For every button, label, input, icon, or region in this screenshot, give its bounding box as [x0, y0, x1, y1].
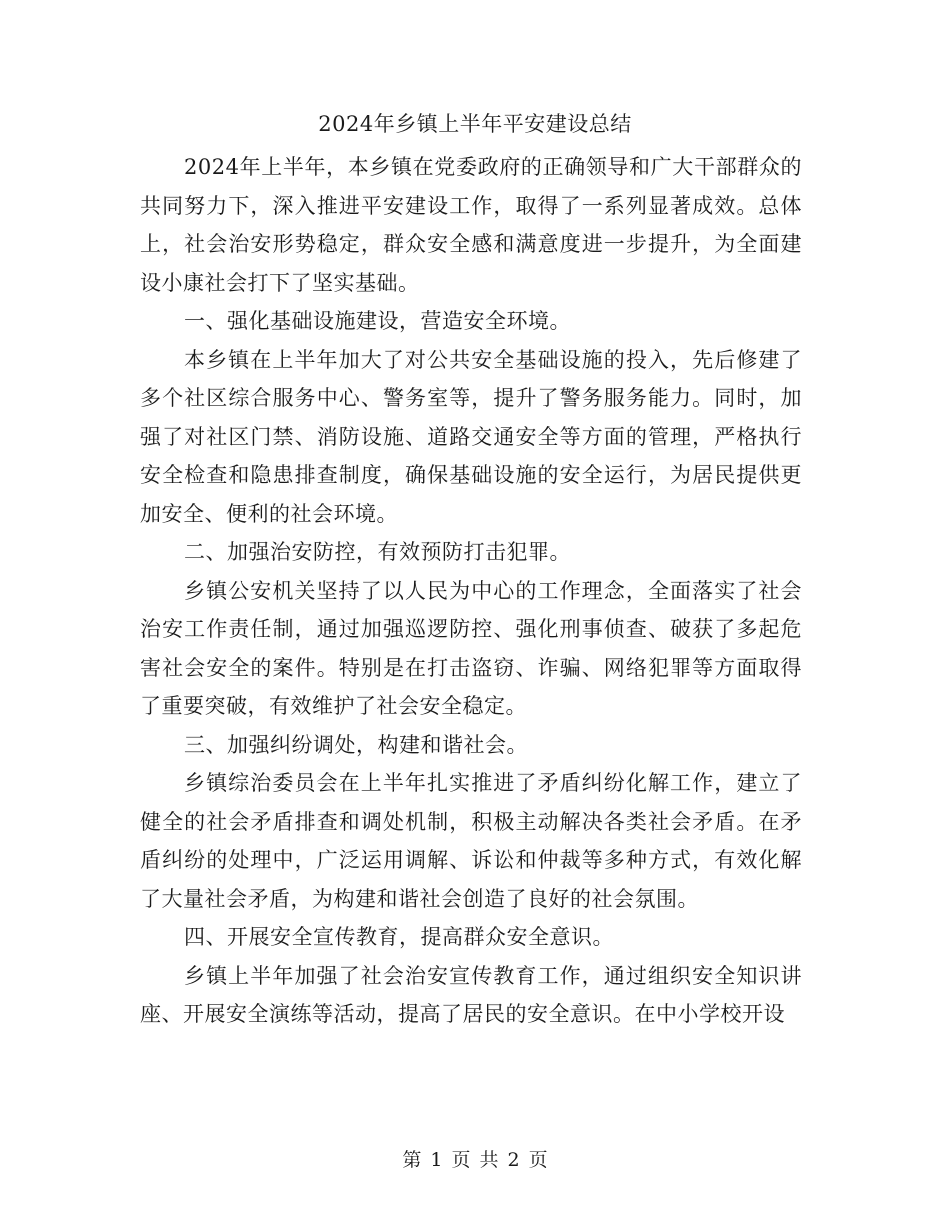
- paragraph-section-2: 乡镇公安机关坚持了以人民为中心的工作理念，全面落实了社会治安工作责任制，通过加强巡逻防控、强化刑事侦查、破获了多起危害社会安全的案件。特别是在打击盗窃、诈骗、网络犯罪等方面取得了重要突破，有效维护了社会安全稳定。: [140, 578, 802, 718]
- section-heading-4: 四、开展安全宣传教育，提高群众安全意识。: [184, 925, 614, 949]
- paragraph-section-4: 乡镇上半年加强了社会治安宣传教育工作，通过组织安全知识讲座、开展安全演练等活动，提高了居民的安全意识。在中小学校开设: [140, 963, 802, 1026]
- section-heading-2: 二、加强治安防控，有效预防打击犯罪。: [184, 540, 571, 564]
- section-heading-3: 三、加强纠纷调处，构建和谐社会。: [184, 732, 528, 757]
- section-heading-1: 一、强化基础设施建设，营造安全环境。: [184, 309, 571, 333]
- document-title: 2024年乡镇上半年平安建设总结: [318, 112, 632, 136]
- document-body: [140, 148, 802, 1034]
- paragraph-intro: 2024年上半年，本乡镇在党委政府的正确领导和广大干部群众的共同努力下，深入推进平安建设工作，取得了一系列显著成效。总体上，社会治安形势稳定，群众安全感和满意度进一步提升，为全面建设小康社会打下了坚实基础。: [140, 155, 802, 295]
- page-number-footer: 第 1 页 共 2 页: [402, 1149, 548, 1171]
- paragraph-section-3: 乡镇综治委员会在上半年扎实推进了矛盾纠纷化解工作，建立了健全的社会矛盾排查和调处机制，积极主动解决各类社会矛盾。在矛盾纠纷的处理中，广泛运用调解、诉讼和仲裁等多种方式，有效化解了大量社会矛盾，为构建和谐社会创造了良好的社会氛围。: [140, 771, 802, 911]
- paragraph-section-1: 本乡镇在上半年加大了对公共安全基础设施的投入，先后修建了多个社区综合服务中心、警务室等，提升了警务服务能力。同时，加强了对社区门禁、消防设施、道路交通安全等方面的管理，严格执行安全检查和隐患排查制度，确保基础设施的安全运行，为居民提供更加安全、便利的社会环境。: [140, 347, 802, 526]
